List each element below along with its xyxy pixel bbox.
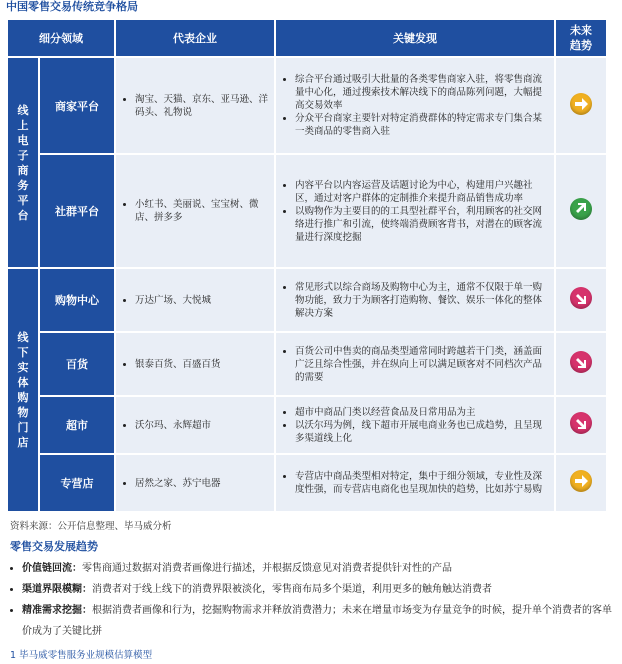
trends-list [10,558,620,642]
table-row [8,155,606,267]
table-row [8,455,606,511]
right-arrow-icon [570,470,592,492]
header-enterprises: 代表企业 [116,20,274,56]
finding-cell: • 综合平台通过吸引大批量的各类零售商家入驻，将零售商流量中心化，通过搜索技术解决线下的商品陈列问题，大幅提高交易效率 • 分众平台商家主要针对特定消费群体的特定需求专门集合某一类商品的零售商入驻 [276,58,554,153]
footnote: 1 毕马威零售服务业规模估算模型 [10,650,153,661]
category-label: 百货 [40,333,114,395]
table-row [8,269,606,331]
up-right-arrow-icon [570,198,592,220]
source-note: 资料来源：公开信息整理、毕马威分析 [10,521,172,532]
enterprise-cell: • 小红书、美丽说、宝宝树、微店、拼多多 [116,155,274,267]
header-segment: 细分领域 [8,20,114,56]
enterprise-cell: • 沃尔玛、永辉超市 [116,397,274,453]
category-label: 专营店 [40,455,114,511]
table-row [8,333,606,395]
finding-cell: • 百货公司中售卖的商品类型通常同时跨越若干门类，涵盖面广泛且综合性强，并在纵向上可以满足顾客对不同档次产品的需要 [276,333,554,395]
finding-cell: • 超市中商品门类以经营食品及日常用品为主 • 以沃尔玛为例，线下超市开展电商业务也已成趋势，且呈现多渠道线上化 [276,397,554,453]
enterprise-cell: • 万达广场、大悦城 [116,269,274,331]
category-label: 社群平台 [40,155,114,267]
down-right-arrow-icon [570,287,592,309]
table-row [8,58,606,153]
table-header-row [8,20,606,56]
group-online-label: 线上电子商务平台 [8,58,38,267]
trend-cell [556,58,606,153]
trend-cell [556,455,606,511]
trend-cell [556,397,606,453]
list-item: • 渠道界限模糊：消费者对于线上线下的消费界限被淡化，零售商布局多个渠道，利用更多的触角触达消费者 [22,579,620,600]
finding-cell: • 专营店中商品类型相对特定，集中于细分领域，专业性及深度性强，而专营店电商化也呈现加快的趋势，比如苏宁易购 [276,455,554,511]
trend-cell [556,333,606,395]
category-label: 商家平台 [40,58,114,153]
category-label: 购物中心 [40,269,114,331]
list-item: • 精准需求挖掘：根据消费者画像和行为，挖掘购物需求并释放消费潜力；未来在增量市场变为存量竞争的时候，提升单个消费者的客单价成为了关键比拼 [22,600,620,642]
table-row [8,397,606,453]
trend-cell [556,269,606,331]
finding-cell: • 常见形式以综合商场及购物中心为主，通常不仅限于单一购物功能，致力于为顾客打造购物、餐饮、娱乐一体化的整体解决方案 [276,269,554,331]
down-right-arrow-icon [570,412,592,434]
header-trend: 未来趋势 [556,20,606,56]
trends-title: 零售交易发展趋势 [10,540,98,553]
group-offline-label: 线下实体购物门店 [8,269,38,511]
list-item: • 价值链回流：零售商通过数据对消费者画像进行描述，并根据反馈意见对消费者提供针对性的产品 [22,558,620,579]
enterprise-cell: • 淘宝、天猫、京东、亚马逊、洋码头、礼物说 [116,58,274,153]
finding-cell: • 内容平台以内容运营及话题讨论为中心，构建用户兴趣社区，通过对客户群体的定制推介来提升商品销售成功率 • 以购物作为主要目的的工具型社群平台，利用顾客的社交网络进行推广和引流，使终端消费顾客背书，对潜在的顾客流量进行深度挖掘 [276,155,554,267]
page-title: 中国零售交易传统竞争格局 [6,0,138,13]
down-right-arrow-icon [570,351,592,373]
enterprise-cell: • 银泰百货、百盛百货 [116,333,274,395]
enterprise-cell: • 居然之家、苏宁电器 [116,455,274,511]
category-label: 超市 [40,397,114,453]
trend-cell [556,155,606,267]
right-arrow-icon [570,93,592,115]
competition-table [6,18,608,513]
header-findings: 关键发现 [276,20,554,56]
